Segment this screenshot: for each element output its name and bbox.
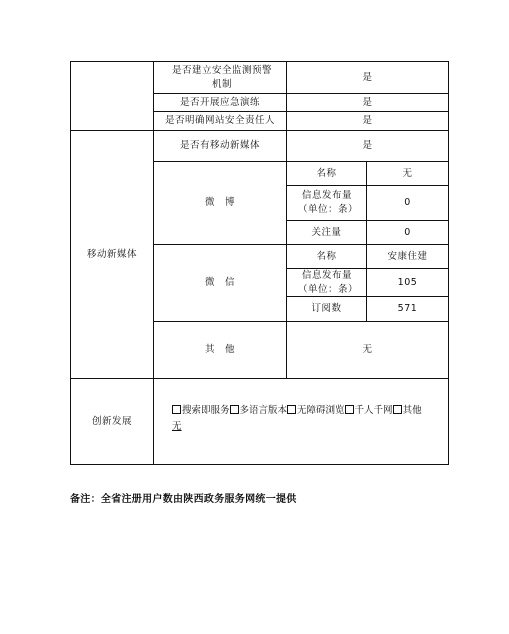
other-label: 其 他: [204, 344, 235, 355]
weixin-subs-label: 订阅数: [311, 303, 342, 314]
weibo-name-value: 无: [402, 167, 413, 179]
table-border-right: [448, 61, 449, 465]
option-other: 其他: [402, 405, 422, 416]
innovation-other-value: 无: [172, 421, 182, 432]
weixin-posts-label: 信息发布量（单位：条）: [298, 269, 359, 295]
weibo-name-label: 名称: [316, 167, 337, 179]
weixin-subs-value: 571: [397, 303, 418, 314]
mobile-section-label: 移动新媒体: [86, 248, 137, 260]
drill-value: 是: [362, 96, 373, 108]
weibo-posts-value: 0: [404, 197, 411, 208]
weibo-follow-value: 0: [404, 226, 411, 238]
option-multilingual: 多语言版本: [239, 405, 288, 416]
drill-label: 是否开展应急演练: [179, 96, 260, 108]
option-search-service: 搜索即服务: [182, 405, 230, 416]
checkbox-personalized[interactable]: [345, 405, 354, 414]
weibo-label: 微 博: [204, 197, 235, 208]
other-value: 无: [362, 344, 373, 355]
innovation-options: [172, 403, 422, 435]
weibo-follow-label: 关注量: [311, 226, 342, 238]
monitor-value: 是: [362, 71, 373, 83]
option-personalized: 千人千网: [354, 405, 393, 416]
innovation-checkbox-row: [172, 403, 422, 419]
innovation-section-label: 创新发展: [91, 415, 132, 427]
table-border-bottom: [70, 464, 449, 465]
has-mobile-label: 是否有移动新媒体: [179, 140, 260, 151]
checkbox-other[interactable]: [393, 405, 402, 414]
option-accessibility: 无障碍浏览: [297, 405, 345, 416]
has-mobile-value: 是: [362, 140, 373, 151]
checkbox-accessibility[interactable]: [287, 405, 296, 414]
weixin-name-value: 安康住建: [387, 250, 428, 262]
weixin-name-label: 名称: [316, 250, 337, 262]
weixin-posts-value: 105: [397, 276, 418, 288]
checkbox-search-service[interactable]: [172, 405, 181, 414]
checkbox-multilingual[interactable]: [230, 405, 239, 414]
weixin-label: 微 信: [204, 277, 235, 288]
footnote: 备注：全省注册用户数由陕西政务服务网统一提供: [70, 494, 297, 505]
monitor-label: 是否建立安全监测预警机制: [172, 64, 273, 90]
owner-label: 是否明确网站安全责任人: [164, 115, 275, 126]
weibo-posts-label: 信息发布量（单位：条）: [298, 190, 359, 215]
owner-value: 是: [362, 115, 373, 126]
